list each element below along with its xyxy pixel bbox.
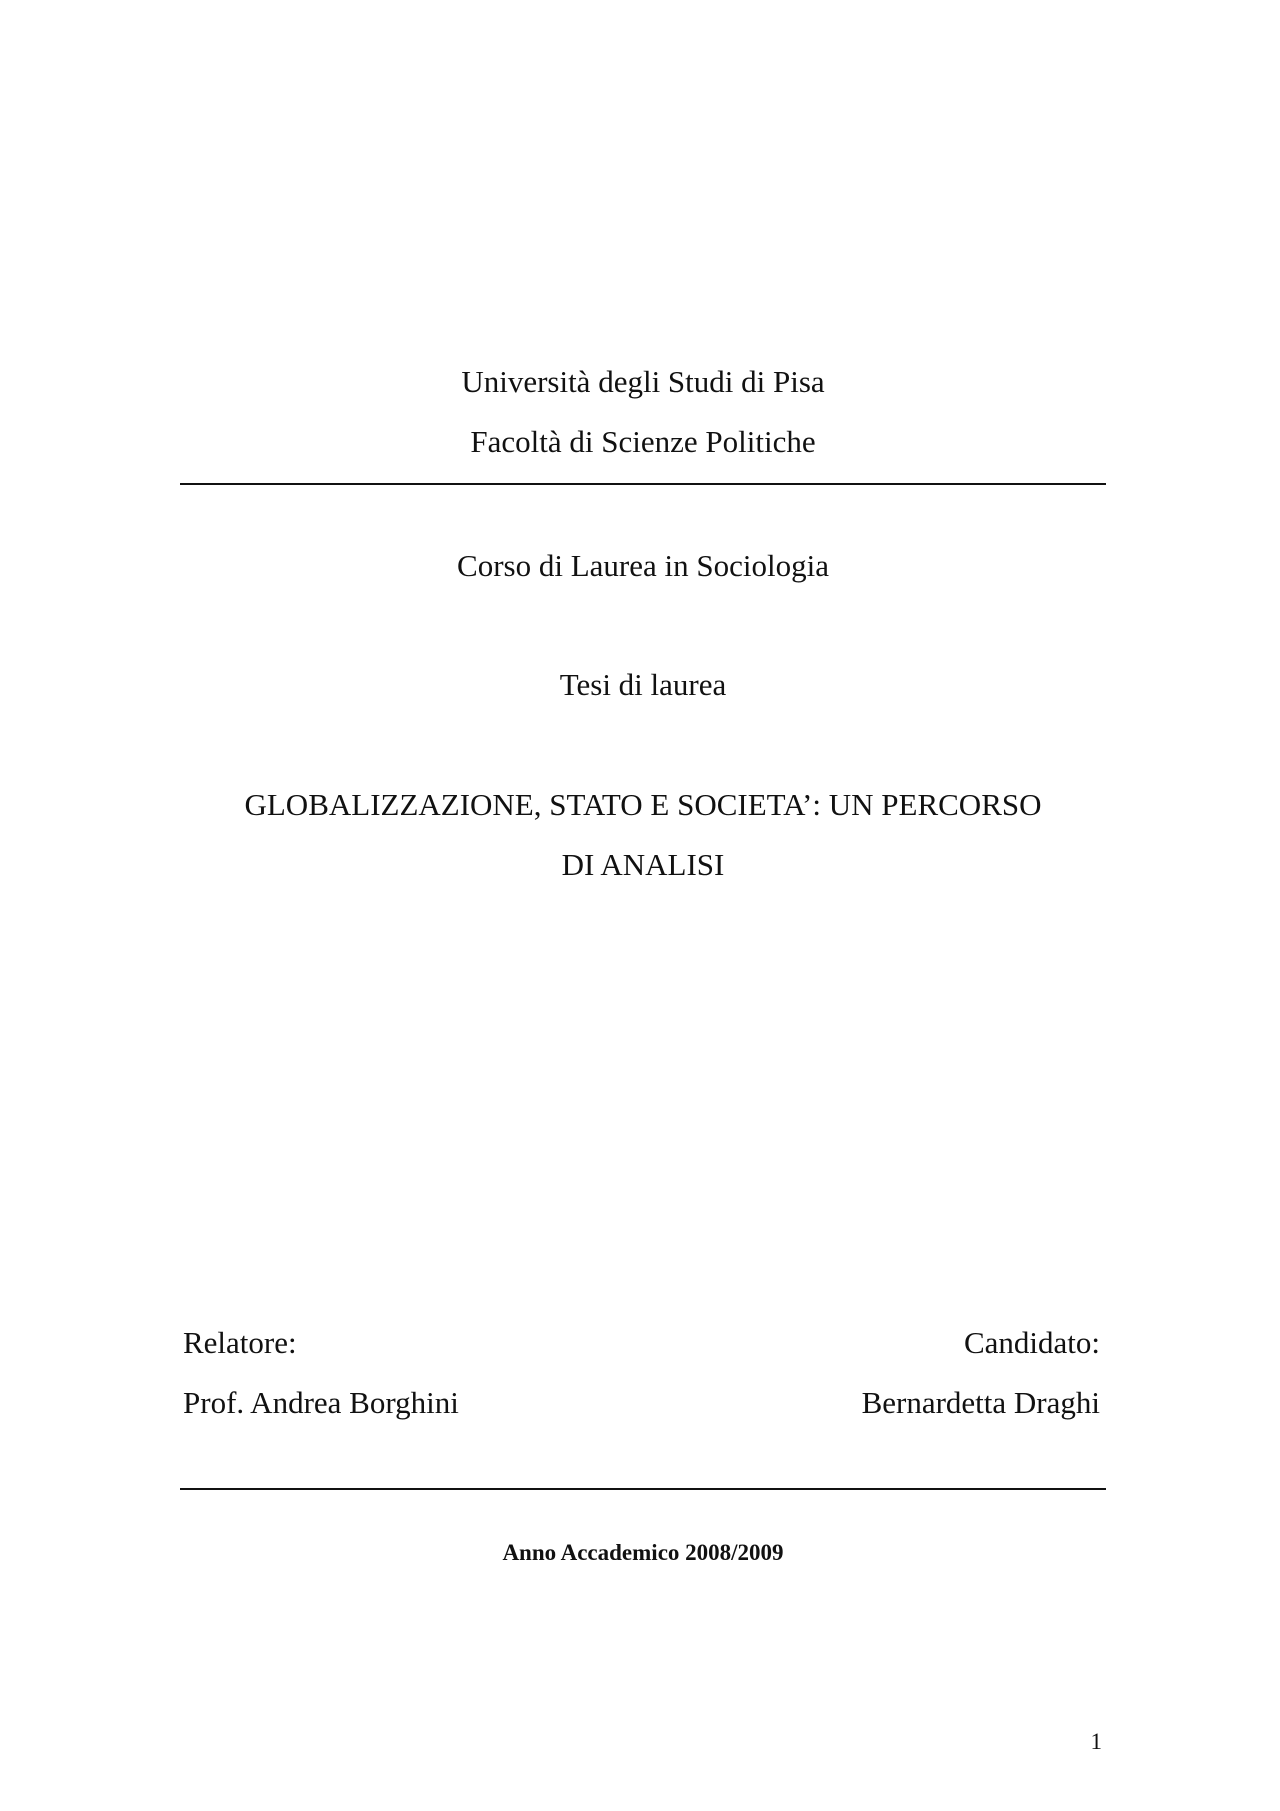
top-divider <box>180 483 1106 485</box>
supervisor-name: Prof. Andrea Borghini <box>183 1385 459 1420</box>
supervisor-label: Relatore: <box>183 1325 297 1360</box>
candidate-name: Bernardetta Draghi <box>861 1385 1100 1420</box>
course-name: Corso di Laurea in Sociologia <box>457 548 829 583</box>
university-name: Università degli Studi di Pisa <box>461 364 825 399</box>
thesis-type: Tesi di laurea <box>559 667 727 702</box>
candidate-label: Candidato: <box>963 1325 1100 1360</box>
academic-year: Anno Accademico 2008/2009 <box>502 1540 784 1565</box>
thesis-title-line-2: DI ANALISI <box>561 847 725 882</box>
faculty-name: Facoltà di Scienze Politiche <box>470 424 816 459</box>
bottom-divider <box>180 1488 1106 1490</box>
page-number: 1 <box>1090 1729 1102 1754</box>
thesis-title-line-1: GLOBALIZZAZIONE, STATO E SOCIETA’: UN PERCORSO <box>244 787 1042 822</box>
